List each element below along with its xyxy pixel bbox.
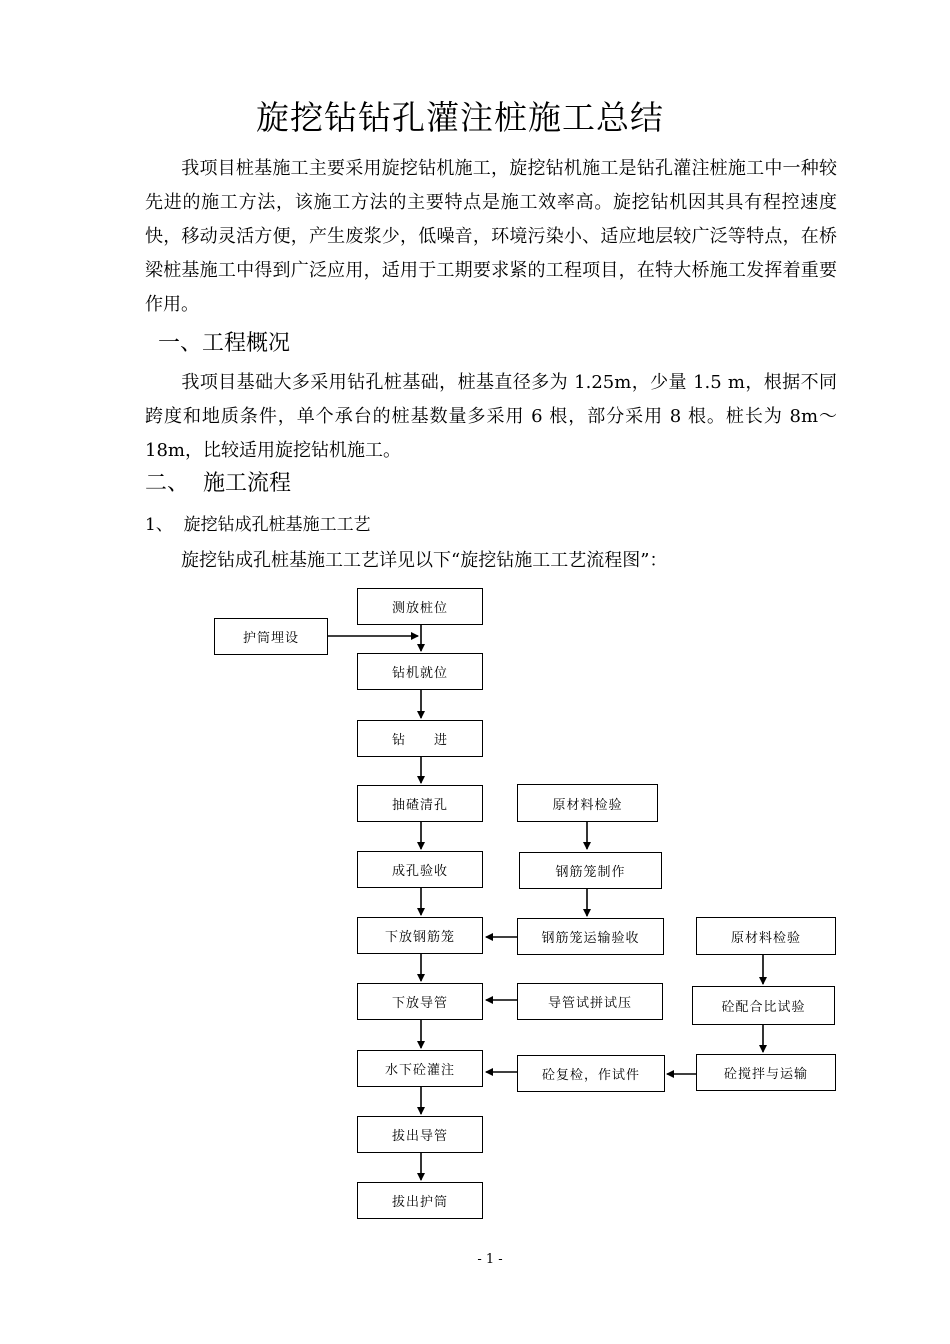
section1-text: 我项目基础大多采用钻孔桩基础，桩基直径多为 1.25m，少量 1.5 m，根据不同跨度和地质条件，单个承台的桩基数量多采用 6 根，部分采用 8 根。桩长为 8m～18m，比较适用旋挖钻机施工。 [145,372,837,461]
subsection-heading: 1、 旋挖钻成孔桩基施工工艺 [145,515,371,535]
flow-box-concrete-2: 砼配合比试验 [692,986,835,1025]
flow-box-cage-2: 钢筋笼制作 [519,852,662,889]
flow-box-casing: 护筒埋设 [214,618,328,655]
flow-box-main-4: 抽碴清孔 [357,785,483,822]
flow-box-concrete-3: 砼搅拌与运输 [696,1054,836,1091]
flow-box-cage-3: 钢筋笼运输验收 [517,918,664,955]
flow-box-concrete-check: 砼复检，作试件 [517,1055,665,1092]
flow-box-main-3: 钻 进 [357,720,483,757]
subsection-text: 旋挖钻成孔桩基施工工艺详见以下“旋挖钻施工工艺流程图”： [181,550,668,571]
flow-box-main-10: 拔出护筒 [357,1182,483,1219]
flow-box-main-9: 拔出导管 [357,1116,483,1153]
flow-box-main-2: 钻机就位 [357,653,483,690]
flow-box-main-7: 下放导管 [357,983,483,1020]
intro-text: 我项目桩基施工主要采用旋挖钻机施工，旋挖钻机施工是钻孔灌注桩施工中一种较先进的施工方法，该施工方法的主要特点是施工效率高。旋挖钻机因其具有程控速度快，移动灵活方便，产生废浆少，低噪音，环境污染小、适应地层较广泛等特点，在桥梁桩基施工中得到广泛应用，适用于工期要求紧的工程项目，在特大桥施工发挥着重要作用。 [145,158,837,315]
flow-box-main-1: 测放桩位 [357,588,483,625]
flow-box-pipe-test: 导管试拼试压 [517,983,663,1020]
document-title: 旋挖钻钻孔灌注桩施工总结 [256,98,664,137]
flow-box-cage-1: 原材料检验 [517,784,658,822]
page-number: - 1 - [477,1252,503,1267]
section2-heading: 二、 施工流程 [145,471,291,496]
flow-box-main-5: 成孔验收 [357,851,483,888]
section1-heading: 一、工程概况 [158,331,291,356]
flow-box-main-6: 下放钢筋笼 [357,917,483,954]
flow-box-concrete-1: 原材料检验 [696,917,836,955]
flow-box-main-8: 水下砼灌注 [357,1050,483,1087]
